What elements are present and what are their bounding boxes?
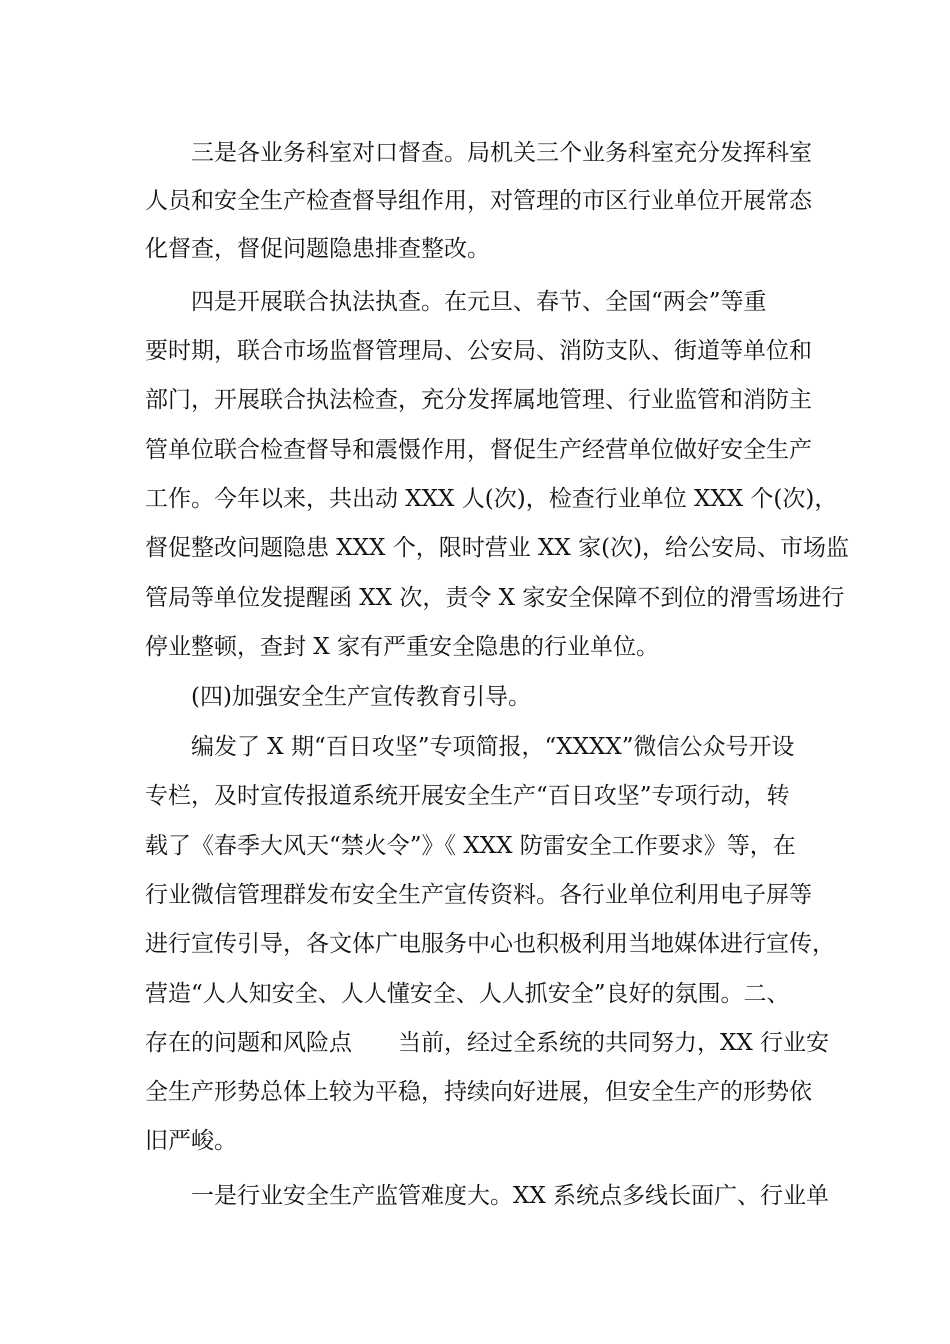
text-line: 管单位联合检查督导和震慑作用，督促生产经营单位做好安全生产 — [145, 437, 812, 463]
text-line: 一是行业安全生产监管难度大。XX 系统点多线长面广、行业单 — [191, 1183, 830, 1209]
text-line: 旧严峻。 — [145, 1128, 237, 1154]
text-line — [145, 1023, 830, 1063]
text-line: 化督查，督促问题隐患排查整改。 — [145, 236, 490, 262]
text-line: 进行宣传引导，各文体广电服务中心也积极利用当地媒体进行宣传， — [145, 931, 835, 957]
text-line: 行业微信管理群发布安全生产宣传资料。各行业单位利用电子屏等 — [145, 882, 812, 908]
text-line: 人员和安全生产检查督导组作用，对管理的市区行业单位开展常态 — [145, 188, 812, 214]
text-line: 停业整顿，查封 X 家有严重安全隐患的行业单位。 — [145, 634, 659, 660]
text-line: 管局等单位发提醒函 XX 次，责令 X 家安全保障不到位的滑雪场进行 — [145, 585, 845, 611]
text-span: 当前，经过全系统的共同努力，XX 行业安 — [398, 1030, 830, 1056]
text-line: 四是开展联合执法执查。在元旦、春节、全国“两会”等重 — [191, 289, 767, 315]
text-line: 工作。今年以来，共出动 XXX 人(次)，检查行业单位 XXX 个(次)， — [145, 486, 838, 512]
text-line: 载了《春季大风天“禁火令”》《 XXX 防雷安全工作要求》等，在 — [145, 833, 796, 859]
text-line: 编发了 X 期“百日攻坚”专项简报，“XXXX”微信公众号开设 — [191, 734, 795, 760]
text-line: 要时期，联合市场监督管理局、公安局、消防支队、街道等单位和 — [145, 338, 812, 364]
section-heading: (四)加强安全生产宣传教育引导。 — [191, 684, 531, 710]
text-line: 督促整改问题隐患 XXX 个，限时营业 XX 家(次)，给公安局、市场监 — [145, 535, 850, 561]
text-line: 全生产形势总体上较为平稳，持续向好进展，但安全生产的形势依 — [145, 1079, 812, 1105]
text-line: 部门，开展联合执法检查，充分发挥属地管理、行业监管和消防主 — [145, 387, 812, 413]
section-title: 存在的问题和风险点 — [145, 1030, 352, 1056]
text-line: 专栏，及时宣传报道系统开展安全生产“百日攻坚”专项行动，转 — [145, 783, 790, 809]
text-line: 三是各业务科室对口督查。局机关三个业务科室充分发挥科室 — [191, 140, 812, 166]
text-line: 营造“人人知安全、人人懂安全、人人抓安全”良好的氛围。二、 — [145, 981, 790, 1007]
